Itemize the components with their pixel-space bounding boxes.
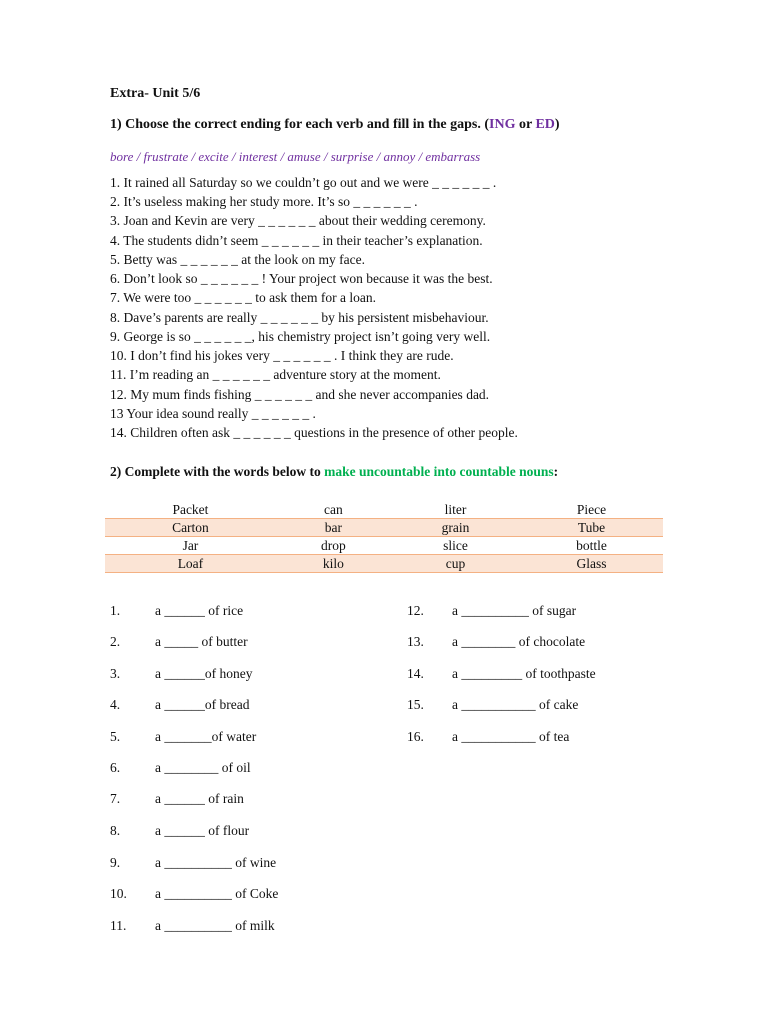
sentence-7: 7. We were too _ _ _ _ _ _ to ask them for a loan. — [110, 290, 376, 305]
sentence-12: 12. My mum finds fishing _ _ _ _ _ _ and she never accompanies dad. — [110, 387, 490, 402]
exercise-number: 8. — [110, 823, 121, 838]
table-cell: liter — [444, 502, 467, 517]
section1-heading-start: 1) Choose the correct ending for each verb and fill in the gaps. ( — [110, 117, 490, 132]
exercise-number: 10. — [110, 886, 127, 901]
verb-word-list: bore / frustrate / excite / interest / amuse / surprise / annoy / embarrass — [110, 149, 481, 164]
sentence-6: 6. Don’t look so _ _ _ _ _ _ ! Your project won because it was the best. — [110, 271, 493, 286]
section2-heading-green: make uncountable into countable nouns — [324, 464, 554, 479]
section2-heading-start: 2) Complete with the words below to — [110, 464, 325, 479]
table-cell: grain — [391, 519, 520, 537]
table-row — [105, 519, 663, 537]
table-cell: Piece — [576, 502, 607, 517]
exercise-number: 14. — [407, 666, 424, 681]
exercise-item: a _________ of toothpaste — [452, 666, 596, 681]
table-row — [105, 555, 663, 573]
exercise-number: 1. — [110, 603, 121, 618]
sentence-4: 4. The students didn’t seem _ _ _ _ _ _ in their teacher’s explanation. — [110, 233, 483, 248]
sentence-3: 3. Joan and Kevin are very _ _ _ _ _ _ about their wedding ceremony. — [110, 213, 486, 228]
exercise-number: 5. — [110, 729, 121, 744]
exercise-item: a _____ of butter — [155, 634, 248, 649]
exercise-number: 12. — [407, 603, 424, 618]
table-cell: Packet — [172, 502, 209, 517]
exercise-number: 7. — [110, 791, 121, 806]
exercise-item: a __________ of wine — [155, 855, 277, 870]
exercise-item: a ________ of chocolate — [452, 634, 586, 649]
table-cell: kilo — [276, 555, 391, 573]
section2-heading-end: : — [553, 464, 559, 479]
sentence-5: 5. Betty was _ _ _ _ _ _ at the look on my face. — [110, 252, 365, 267]
table-cell: Carton — [105, 519, 276, 537]
exercise-number: 11. — [110, 918, 127, 933]
exercise-number: 3. — [110, 666, 121, 681]
section2-heading — [110, 464, 558, 480]
exercise-number: 4. — [110, 697, 121, 712]
exercise-number: 2. — [110, 634, 121, 649]
exercise-number: 6. — [110, 760, 121, 775]
exercise-item: a __________ of sugar — [452, 603, 577, 618]
sentence-8: 8. Dave’s parents are really _ _ _ _ _ _ by his persistent misbehaviour. — [110, 310, 489, 325]
table-row — [105, 501, 663, 519]
sentence-2: 2. It’s useless making her study more. It’s so _ _ _ _ _ _ . — [110, 194, 418, 209]
exercise-item: a __________ of Coke — [155, 886, 279, 901]
table-row — [105, 537, 663, 555]
sentence-9: 9. George is so _ _ _ _ _ _, his chemistry project isn’t going very well. — [110, 329, 491, 344]
or-label: or — [515, 117, 536, 132]
vocabulary-table — [105, 501, 663, 573]
exercise-item: a ______of honey — [155, 666, 253, 681]
table-cell: cup — [391, 555, 520, 573]
section1-heading — [110, 117, 560, 133]
exercise-item: a ______ of rain — [155, 791, 244, 806]
exercise-item: a ________ of oil — [155, 760, 251, 775]
exercise-item: a _______of water — [155, 729, 257, 744]
table-cell: Tube — [520, 519, 663, 537]
ed-label: ED — [535, 117, 555, 132]
section1-heading-end: ) — [554, 117, 560, 132]
table-cell: Glass — [520, 555, 663, 573]
exercise-item: a ___________ of cake — [452, 697, 579, 712]
table-cell: Jar — [182, 538, 199, 553]
sentence-10: 10. I don’t find his jokes very _ _ _ _ _ _ . I think they are rude. — [110, 348, 454, 363]
exercise-number: 13. — [407, 634, 424, 649]
exercise-item: a ___________ of tea — [452, 729, 570, 744]
exercise-number: 16. — [407, 729, 424, 744]
exercise-item: a ______of bread — [155, 697, 250, 712]
table-cell: Loaf — [105, 555, 276, 573]
ing-label: ING — [489, 117, 516, 132]
table-cell: bar — [276, 519, 391, 537]
exercise-item: a __________ of milk — [155, 918, 275, 933]
sentence-1: 1. It rained all Saturday so we couldn’t go out and we were _ _ _ _ _ _ . — [110, 175, 497, 190]
exercise-item: a ______ of flour — [155, 823, 250, 838]
table-cell: can — [324, 502, 343, 517]
sentence-11: 11. I’m reading an _ _ _ _ _ _ adventure story at the moment. — [110, 367, 441, 382]
worksheet-title: Extra- Unit 5/6 — [110, 86, 201, 101]
exercise-number: 15. — [407, 697, 424, 712]
exercise-number: 9. — [110, 855, 121, 870]
table-cell: slice — [443, 538, 468, 553]
exercise-item: a ______ of rice — [155, 603, 244, 618]
table-cell: bottle — [576, 538, 607, 553]
sentence-14: 14. Children often ask _ _ _ _ _ _ questions in the presence of other people. — [110, 425, 518, 440]
table-cell: drop — [321, 538, 346, 553]
sentence-13: 13 Your idea sound really _ _ _ _ _ _ . — [110, 406, 316, 421]
